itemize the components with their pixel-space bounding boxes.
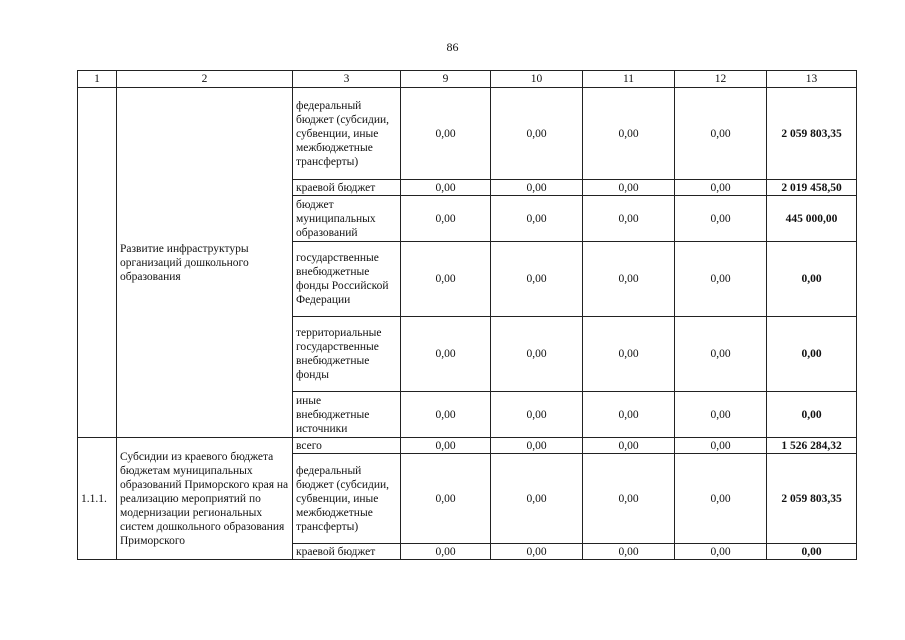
value-cell: 0,00: [491, 317, 583, 392]
value-cell: 0,00: [491, 242, 583, 317]
value-cell: 0,00: [583, 392, 675, 438]
value-cell: 0,00: [675, 88, 767, 180]
column-header: 2: [117, 71, 293, 88]
value-cell: 0,00: [583, 180, 675, 196]
budget-table: [77, 70, 857, 560]
value-cell: 0,00: [491, 544, 583, 560]
value-cell: 0,00: [401, 242, 491, 317]
table-row: [78, 438, 857, 454]
funding-source: краевой бюджет: [293, 180, 401, 196]
row-number: [78, 88, 117, 438]
header-row: [78, 71, 857, 88]
value-cell: 0,00: [491, 392, 583, 438]
total-cell: 2 059 803,35: [767, 88, 857, 180]
funding-source: иные внебюджетные источники: [293, 392, 401, 438]
value-cell: 0,00: [401, 392, 491, 438]
total-cell: 0,00: [767, 242, 857, 317]
value-cell: 0,00: [583, 242, 675, 317]
funding-source: бюджет муниципальных образований: [293, 196, 401, 242]
column-header: 3: [293, 71, 401, 88]
funding-source: территориальные государственные внебюджетные фонды: [293, 317, 401, 392]
value-cell: 0,00: [491, 180, 583, 196]
funding-source: краевой бюджет: [293, 544, 401, 560]
value-cell: 0,00: [675, 454, 767, 544]
value-cell: 0,00: [583, 438, 675, 454]
value-cell: 0,00: [491, 196, 583, 242]
value-cell: 0,00: [401, 180, 491, 196]
value-cell: 0,00: [401, 544, 491, 560]
total-cell: 1 526 284,32: [767, 438, 857, 454]
value-cell: 0,00: [401, 196, 491, 242]
value-cell: 0,00: [401, 454, 491, 544]
column-header: 12: [675, 71, 767, 88]
funding-source: государственные внебюджетные фонды Российской Федерации: [293, 242, 401, 317]
column-header: 1: [78, 71, 117, 88]
column-header: 13: [767, 71, 857, 88]
total-cell: 445 000,00: [767, 196, 857, 242]
value-cell: 0,00: [491, 88, 583, 180]
funding-source: федеральный бюджет (субсидии, субвенции, иные межбюджетные трансферты): [293, 88, 401, 180]
value-cell: 0,00: [675, 317, 767, 392]
activity-name: Субсидии из краевого бюджета бюджетам муниципальных образований Приморского края на реализацию мероприятий по модернизации региональных систем дошкольного образования Приморского: [117, 438, 293, 560]
value-cell: 0,00: [583, 196, 675, 242]
value-cell: 0,00: [401, 317, 491, 392]
value-cell: 0,00: [675, 180, 767, 196]
column-header: 9: [401, 71, 491, 88]
total-cell: 2 019 458,50: [767, 180, 857, 196]
page-number: 86: [446, 40, 459, 54]
value-cell: 0,00: [675, 544, 767, 560]
value-cell: 0,00: [583, 88, 675, 180]
value-cell: 0,00: [675, 392, 767, 438]
funding-source: федеральный бюджет (субсидии, субвенции, иные межбюджетные трансферты): [293, 454, 401, 544]
value-cell: 0,00: [583, 544, 675, 560]
table-row: [78, 88, 857, 180]
funding-source: всего: [293, 438, 401, 454]
total-cell: 0,00: [767, 392, 857, 438]
total-cell: 2 059 803,35: [767, 454, 857, 544]
activity-name: Развитие инфраструктуры организаций дошкольного образования: [117, 88, 293, 438]
value-cell: 0,00: [491, 438, 583, 454]
column-header: 10: [491, 71, 583, 88]
value-cell: 0,00: [583, 454, 675, 544]
value-cell: 0,00: [491, 454, 583, 544]
row-number: 1.1.1.: [78, 438, 117, 560]
total-cell: 0,00: [767, 317, 857, 392]
value-cell: 0,00: [675, 438, 767, 454]
value-cell: 0,00: [675, 242, 767, 317]
value-cell: 0,00: [401, 438, 491, 454]
value-cell: 0,00: [583, 317, 675, 392]
value-cell: 0,00: [401, 88, 491, 180]
total-cell: 0,00: [767, 544, 857, 560]
column-header: 11: [583, 71, 675, 88]
value-cell: 0,00: [675, 196, 767, 242]
